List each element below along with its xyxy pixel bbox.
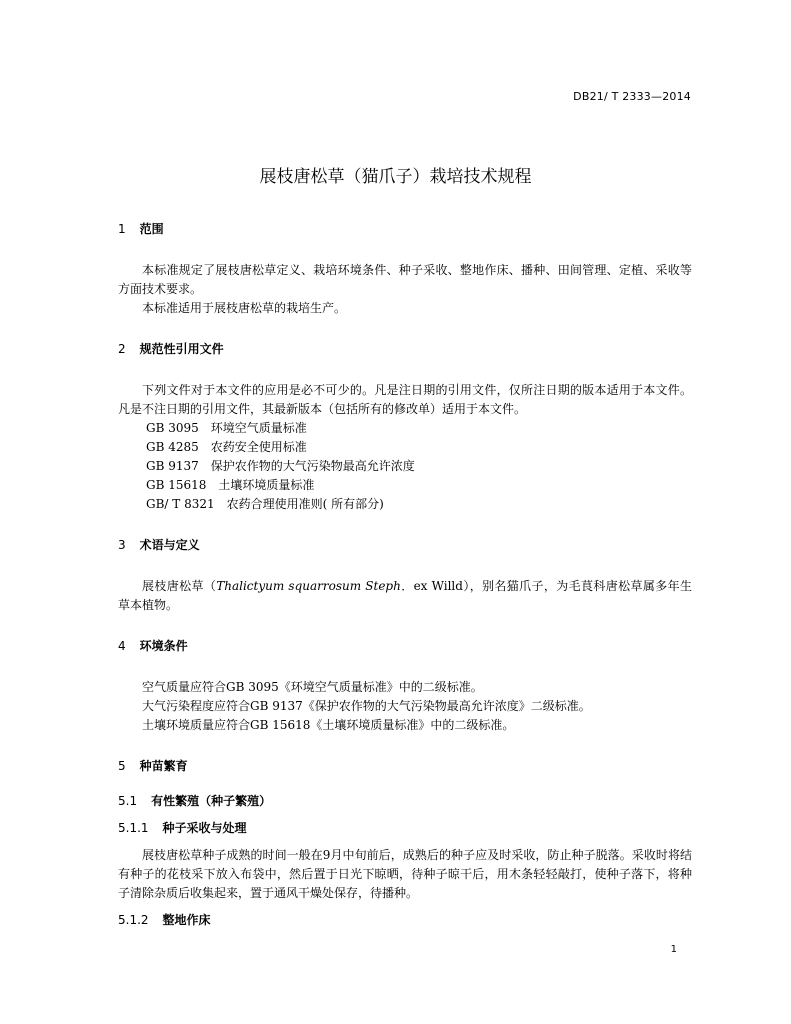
section-number: 4: [118, 639, 126, 653]
section-number: 1: [118, 222, 126, 236]
paragraph: 下列文件对于本文件的应用是必不可少的。凡是注日期的引用文件，仅所注日期的版本适用于本文件。凡是不注日期的引用文件，其最新版本（包括所有的修改单）适用于本文件。: [118, 383, 692, 416]
section-heading-5: [118, 757, 692, 776]
subsection-heading-5-1: [118, 792, 692, 811]
page-number: 1: [670, 944, 677, 955]
standard-code: DB21/ T 2333—2014: [573, 90, 691, 103]
section-heading-3: [118, 536, 692, 555]
section-number: 3: [118, 538, 126, 552]
subsection-number: 5.1.2: [118, 913, 149, 927]
section-title: 种苗繁育: [139, 759, 188, 773]
subsection-number: 5.1.1: [118, 821, 149, 835]
subsection-title: 种子采收与处理: [162, 821, 247, 835]
reference-item: GB 9137 保护农作物的大气污染物最高允许浓度: [146, 459, 415, 473]
reference-item: GB 15618 土壤环境质量标准: [146, 478, 315, 492]
section-heading-1: [118, 220, 692, 239]
paragraph: 大气污染程度应符合GB 9137《保护农作物的大气污染物最高允许浓度》二级标准。: [142, 699, 591, 713]
paragraph: 空气质量应符合GB 3095《环境空气质量标准》中的二级标准。: [142, 680, 483, 694]
paragraph: 土壤环境质量应符合GB 15618《土壤环境质量标准》中的二级标准。: [142, 718, 515, 732]
reference-item: GB 4285 农药安全使用标准: [146, 440, 307, 454]
section-number: 2: [118, 342, 126, 356]
section-number: 5: [118, 759, 126, 773]
latin-name: Thalictyum squarrosum Steph: [216, 579, 401, 593]
reference-item: GB 3095 环境空气质量标准: [146, 421, 307, 435]
document-title: 展枝唐松草（猫爪子）栽培技术规程: [259, 167, 532, 187]
subsection-heading-5-1-2: [118, 911, 692, 930]
paragraph: 本标准适用于展枝唐松草的栽培生产。: [142, 301, 347, 315]
subsection-title: 有性繁殖（种子繁殖）: [151, 794, 272, 808]
paragraph: 本标准规定了展枝唐松草定义、栽培环境条件、种子采收、整地作床、播种、田间管理、定植、采收等方面技术要求。: [118, 263, 692, 296]
paragraph: 展枝唐松草种子成熟的时间一般在9月中旬前后，成熟后的种子应及时采收，防止种子脱落。采收时将结有种子的花枝采下放入布袋中，然后置于日光下晾晒，待种子晾干后，用木条轻轻敲打，使种子落下，将种子清除杂质后收集起来，置于通风干燥处保存，待播种。: [118, 848, 692, 900]
section-heading-2: [118, 340, 692, 359]
document-body: [118, 220, 692, 930]
section-title: 环境条件: [139, 639, 188, 653]
subsection-number: 5.1: [118, 794, 138, 808]
subsection-title: 整地作床: [162, 913, 211, 927]
section-title: 范围: [139, 222, 164, 236]
section-heading-4: [118, 637, 692, 656]
subsection-heading-5-1-1: [118, 819, 692, 838]
reference-item: GB/ T 8321 农药合理使用准则( 所有部分): [146, 497, 384, 511]
section-title: 规范性引用文件: [139, 342, 224, 356]
section-title: 术语与定义: [139, 538, 200, 552]
definition-paragraph: 展枝唐松草（Thalictyum squarrosum Steph．ex Willd），别名猫爪子，为毛茛科唐松草属多年生草本植物。: [118, 579, 692, 612]
